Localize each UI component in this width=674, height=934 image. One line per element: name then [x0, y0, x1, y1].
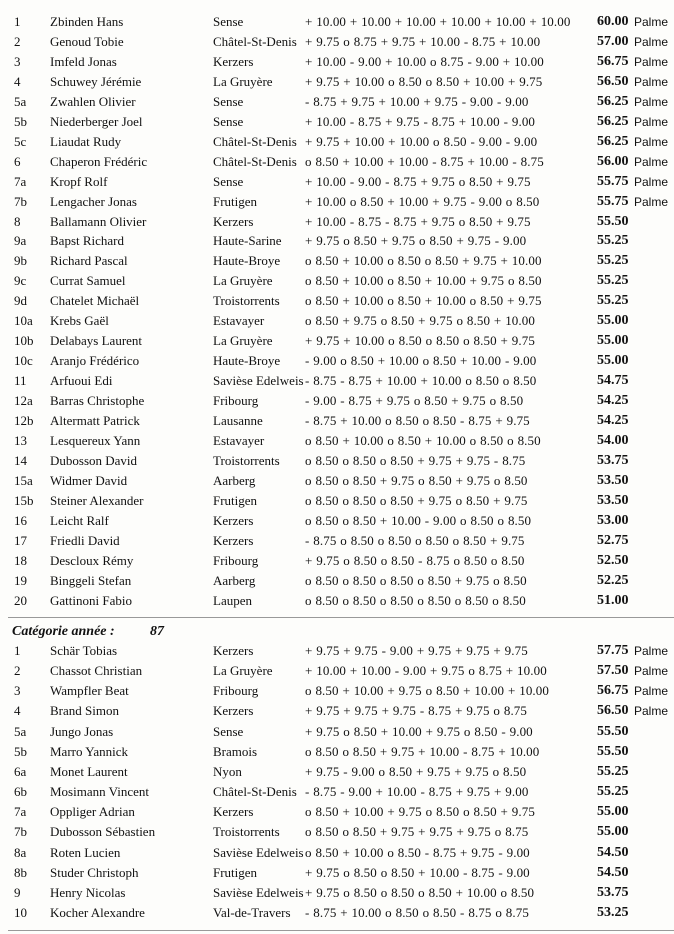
scores-cell: + 10.00 + 10.00 + 10.00 + 10.00 + 10.00 + 10.00	[305, 14, 571, 29]
club-cell: Sense	[213, 113, 244, 129]
table-row	[0, 52, 674, 72]
table-row	[0, 351, 674, 371]
rank-cell: 3	[14, 53, 21, 69]
table-row	[0, 742, 674, 762]
scores-cell: + 9.75 o 8.50 + 10.00 + 9.75 o 8.50 - 9.00	[305, 723, 533, 739]
club-cell: Sense	[213, 173, 244, 189]
name-cell: Barras Christophe	[50, 393, 145, 409]
scores-cell: + 9.75 o 8.50 o 8.50 - 8.75 o 8.50 o 8.50	[305, 552, 525, 568]
rank-cell: 7b	[14, 193, 27, 209]
scores-cell: o 8.50 o 8.50 o 8.50 o 8.50 + 9.75 o 8.50	[305, 572, 527, 588]
table-row	[0, 782, 674, 802]
scores-cell: + 9.75 + 9.75 - 9.00 + 9.75 + 9.75 + 9.75	[305, 643, 528, 658]
scores-cell: o 8.50 + 10.00 + 9.75 o 8.50 o 8.50 + 9.75	[305, 804, 535, 820]
table-row	[0, 681, 674, 701]
name-cell: Schuwey Jérémie	[50, 73, 142, 89]
table-row	[0, 172, 674, 192]
club-cell: Val-de-Travers	[213, 904, 291, 920]
scores-cell: - 8.75 - 8.75 + 10.00 + 10.00 o 8.50 o 8.50	[305, 373, 537, 389]
total-cell: 54.25	[597, 393, 629, 409]
name-cell: Liaudat Rudy	[50, 133, 122, 149]
scores-cell: o 8.50 + 10.00 o 8.50 + 10.00 o 8.50 + 9.75	[305, 293, 542, 309]
name-cell: Friedli David	[50, 532, 120, 548]
scores-cell: o 8.50 + 10.00 + 9.75 o 8.50 + 10.00 + 10.00	[305, 683, 549, 699]
table-row	[0, 511, 674, 531]
total-cell: 56.25	[597, 93, 629, 109]
rank-cell: 2	[14, 663, 21, 679]
scores-cell: o 8.50 + 10.00 o 8.50 + 10.00 o 8.50 o 8.50	[305, 432, 541, 448]
total-cell: 54.75	[597, 373, 629, 389]
category-year: 87	[150, 624, 164, 639]
rank-cell: 15a	[14, 472, 33, 488]
award-cell: Palme	[634, 74, 669, 89]
name-cell: Currat Samuel	[50, 273, 126, 289]
table-row	[0, 661, 674, 681]
name-cell: Lesquereux Yann	[50, 432, 141, 448]
club-cell: Frutigen	[213, 193, 258, 209]
rank-cell: 4	[14, 703, 21, 719]
award-cell: Palme	[634, 94, 669, 109]
scores-cell: o 8.50 + 10.00 o 8.50 - 8.75 + 9.75 - 9.00	[305, 844, 530, 860]
rank-cell: 8b	[14, 864, 27, 880]
table-row	[0, 291, 674, 311]
total-cell: 54.25	[597, 413, 629, 428]
total-cell: 57.50	[597, 663, 629, 679]
table-row	[0, 762, 674, 782]
total-cell: 53.50	[597, 472, 629, 488]
award-cell: Palme	[634, 114, 669, 129]
name-cell: Dubosson Sébastien	[50, 824, 156, 840]
table-row	[0, 802, 674, 822]
name-cell: Schär Tobias	[50, 643, 118, 658]
total-cell: 56.75	[597, 683, 629, 699]
club-cell: Châtel-St-Denis	[213, 133, 297, 149]
name-cell: Monet Laurent	[50, 763, 128, 779]
scores-cell: - 8.75 + 9.75 + 10.00 + 9.75 - 9.00 - 9.00	[305, 93, 529, 109]
rank-cell: 5c	[14, 133, 27, 149]
scores-cell: - 9.00 o 8.50 + 10.00 o 8.50 + 10.00 - 9.00	[305, 353, 537, 369]
name-cell: Mosimann Vincent	[50, 784, 149, 800]
rank-cell: 9a	[14, 233, 27, 249]
total-cell: 56.50	[597, 73, 629, 89]
rank-cell: 13	[14, 432, 27, 448]
total-cell: 55.25	[597, 253, 629, 269]
table-row	[0, 72, 674, 92]
scores-cell: + 9.75 o 8.75 + 9.75 + 10.00 - 8.75 + 10.00	[305, 33, 541, 49]
table-row	[0, 531, 674, 551]
club-cell: Kerzers	[213, 643, 254, 658]
total-cell: 56.25	[597, 113, 629, 129]
table-row	[0, 152, 674, 172]
rank-cell: 20	[14, 592, 27, 608]
name-cell: Krebs Gaël	[50, 313, 109, 329]
scores-cell: o 8.50 + 10.00 o 8.50 + 10.00 + 9.75 o 8.50	[305, 273, 542, 289]
table-row	[0, 92, 674, 112]
award-cell: Palme	[634, 704, 669, 719]
club-cell: Fribourg	[213, 393, 259, 409]
rank-cell: 15b	[14, 492, 34, 508]
total-cell: 56.50	[597, 703, 629, 719]
name-cell: Marro Yannick	[50, 743, 128, 759]
club-cell: Bramois	[213, 743, 258, 759]
total-cell: 55.25	[597, 273, 629, 289]
table-row	[0, 843, 674, 863]
award-cell: Palme	[634, 664, 669, 679]
rank-cell: 12a	[14, 393, 33, 409]
name-cell: Roten Lucien	[50, 844, 121, 860]
total-cell: 53.25	[597, 904, 629, 920]
scores-cell: + 10.00 - 9.00 - 8.75 + 9.75 o 8.50 + 9.75	[305, 173, 531, 189]
club-cell: Haute-Broye	[213, 353, 281, 369]
total-cell: 54.50	[597, 844, 629, 860]
rank-cell: 1	[14, 643, 21, 658]
name-cell: Arfuoui Edi	[50, 373, 113, 389]
rank-cell: 2	[14, 33, 21, 49]
table-row	[0, 112, 674, 132]
scores-cell: o 8.50 o 8.50 + 10.00 - 9.00 o 8.50 o 8.50	[305, 512, 532, 528]
club-cell: Aarberg	[213, 572, 256, 588]
scores-cell: o 8.50 o 8.50 + 9.75 + 10.00 - 8.75 + 10.00	[305, 743, 540, 759]
name-cell: Lengacher Jonas	[50, 193, 137, 209]
name-cell: Henry Nicolas	[50, 884, 126, 900]
table-row	[0, 12, 674, 32]
name-cell: Dubosson David	[50, 452, 138, 468]
section-divider	[8, 617, 674, 618]
scores-cell: + 9.75 o 8.50 + 9.75 o 8.50 + 9.75 - 9.00	[305, 233, 527, 249]
total-cell: 56.25	[597, 133, 629, 149]
scores-cell: + 9.75 + 10.00 o 8.50 o 8.50 o 8.50 + 9.75	[305, 333, 535, 349]
rank-cell: 14	[14, 452, 27, 468]
name-cell: Descloux Rémy	[50, 552, 134, 568]
total-cell: 55.75	[597, 173, 629, 189]
name-cell: Niederberger Joel	[50, 113, 143, 129]
total-cell: 55.75	[597, 193, 629, 209]
award-cell: Palme	[634, 194, 669, 209]
club-cell: Savièse Edelweis	[213, 844, 304, 860]
scores-cell: - 8.75 + 10.00 o 8.50 o 8.50 - 8.75 o 8.75	[305, 904, 529, 920]
total-cell: 55.50	[597, 723, 629, 739]
award-cell: Palme	[634, 684, 669, 699]
table-row	[0, 471, 674, 491]
scores-cell: + 10.00 + 10.00 - 9.00 + 9.75 o 8.75 + 10.00	[305, 663, 547, 679]
club-cell: La Gruyère	[213, 663, 273, 679]
name-cell: Genoud Tobie	[50, 33, 124, 49]
name-cell: Gattinoni Fabio	[50, 592, 132, 608]
total-cell: 55.00	[597, 804, 629, 820]
club-cell: Troistorrents	[213, 452, 280, 468]
club-cell: Frutigen	[213, 864, 258, 880]
rank-cell: 18	[14, 552, 27, 568]
bottom-divider	[8, 930, 674, 931]
table-row	[0, 551, 674, 571]
table-row	[0, 32, 674, 52]
rank-cell: 5b	[14, 113, 27, 129]
club-cell: Frutigen	[213, 492, 258, 508]
total-cell: 55.00	[597, 353, 629, 369]
table-row	[0, 411, 674, 431]
scores-cell: - 8.75 + 10.00 o 8.50 o 8.50 - 8.75 + 9.75	[305, 413, 530, 428]
total-cell: 54.00	[597, 432, 629, 448]
total-cell: 55.00	[597, 333, 629, 349]
scores-cell: - 8.75 o 8.50 o 8.50 o 8.50 o 8.50 + 9.75	[305, 532, 525, 548]
total-cell: 55.50	[597, 213, 629, 229]
table-row	[0, 883, 674, 903]
table-row	[0, 231, 674, 251]
scores-cell: - 9.00 - 8.75 + 9.75 o 8.50 + 9.75 o 8.50	[305, 393, 524, 409]
name-cell: Altermatt Patrick	[50, 413, 140, 428]
club-cell: Aarberg	[213, 472, 256, 488]
total-cell: 57.75	[597, 643, 629, 658]
club-cell: Savièse Edelweis	[213, 373, 304, 389]
club-cell: Châtel-St-Denis	[213, 784, 297, 800]
category-heading	[12, 621, 164, 643]
club-cell: La Gruyère	[213, 333, 273, 349]
club-cell: Laupen	[213, 592, 252, 608]
rank-cell: 10a	[14, 313, 33, 329]
table-row	[0, 863, 674, 883]
rank-cell: 6	[14, 153, 21, 169]
total-cell: 53.75	[597, 452, 629, 468]
scores-cell: + 10.00 o 8.50 + 10.00 + 9.75 - 9.00 o 8.50	[305, 193, 540, 209]
rank-cell: 10	[14, 904, 27, 920]
rank-cell: 7a	[14, 173, 27, 189]
club-cell: Haute-Sarine	[213, 233, 282, 249]
rank-cell: 3	[14, 683, 21, 699]
total-cell: 52.75	[597, 532, 629, 548]
scores-cell: + 10.00 - 8.75 + 9.75 - 8.75 + 10.00 - 9.00	[305, 113, 536, 129]
scores-cell: o 8.50 o 8.50 o 8.50 o 8.50 o 8.50 o 8.50	[305, 592, 526, 608]
rank-cell: 8a	[14, 844, 27, 860]
total-cell: 53.75	[597, 884, 629, 900]
table-row	[0, 701, 674, 721]
award-cell: Palme	[634, 134, 669, 149]
total-cell: 54.50	[597, 864, 629, 880]
club-cell: Haute-Broye	[213, 253, 281, 269]
club-cell: Fribourg	[213, 683, 259, 699]
rank-cell: 17	[14, 532, 27, 548]
total-cell: 55.25	[597, 763, 629, 779]
total-cell: 55.25	[597, 293, 629, 309]
table-row	[0, 641, 674, 661]
rank-cell: 5a	[14, 93, 27, 109]
club-cell: Sense	[213, 723, 244, 739]
rank-cell: 9d	[14, 293, 27, 309]
scores-cell: o 8.50 + 9.75 o 8.50 + 9.75 o 8.50 + 10.00	[305, 313, 535, 329]
name-cell: Brand Simon	[50, 703, 119, 719]
rank-cell: 10c	[14, 353, 33, 369]
name-cell: Chassot Christian	[50, 663, 143, 679]
rank-cell: 6b	[14, 784, 27, 800]
club-cell: Fribourg	[213, 552, 259, 568]
name-cell: Chatelet Michaël	[50, 293, 140, 309]
award-cell: Palme	[634, 54, 669, 69]
scores-cell: + 9.75 + 10.00 o 8.50 o 8.50 + 10.00 + 9.75	[305, 73, 543, 89]
name-cell: Wampfler Beat	[50, 683, 129, 699]
name-cell: Kropf Rolf	[50, 173, 108, 189]
total-cell: 55.00	[597, 313, 629, 329]
table-row	[0, 331, 674, 351]
club-cell: Nyon	[213, 763, 242, 779]
scores-cell: o 8.50 o 8.50 o 8.50 + 9.75 o 8.50 + 9.75	[305, 492, 528, 508]
name-cell: Ballamann Olivier	[50, 213, 147, 229]
scores-cell: + 9.75 o 8.50 o 8.50 + 10.00 - 8.75 - 9.00	[305, 864, 530, 880]
name-cell: Steiner Alexander	[50, 492, 144, 508]
table-row	[0, 571, 674, 591]
total-cell: 57.00	[597, 33, 629, 49]
name-cell: Aranjo Frédérico	[50, 353, 140, 369]
total-cell: 55.00	[597, 824, 629, 840]
table-row	[0, 822, 674, 842]
name-cell: Widmer David	[50, 472, 128, 488]
award-cell: Palme	[634, 174, 669, 189]
club-cell: Estavayer	[213, 432, 265, 448]
rank-cell: 6a	[14, 763, 27, 779]
award-cell: Palme	[634, 15, 669, 29]
name-cell: Delabays Laurent	[50, 333, 143, 349]
scores-cell: o 8.50 o 8.50 + 9.75 + 9.75 + 9.75 o 8.75	[305, 824, 529, 840]
rank-cell: 4	[14, 73, 21, 89]
name-cell: Kocher Alexandre	[50, 904, 145, 920]
total-cell: 53.50	[597, 492, 629, 508]
scores-cell: o 8.50 o 8.50 + 9.75 o 8.50 + 9.75 o 8.50	[305, 472, 528, 488]
table-row	[0, 192, 674, 212]
club-cell: Kerzers	[213, 53, 254, 69]
name-cell: Chaperon Frédéric	[50, 153, 148, 169]
scores-cell: + 10.00 - 8.75 - 8.75 + 9.75 o 8.50 + 9.75	[305, 213, 531, 229]
club-cell: Estavayer	[213, 313, 265, 329]
table-row	[0, 451, 674, 471]
name-cell: Imfeld Jonas	[50, 53, 117, 69]
table-row	[0, 903, 674, 923]
scores-cell: + 9.75 - 9.00 o 8.50 + 9.75 + 9.75 o 8.50	[305, 763, 527, 779]
club-cell: Savièse Edelweis	[213, 884, 304, 900]
club-cell: La Gruyère	[213, 273, 273, 289]
total-cell: 52.25	[597, 572, 629, 588]
club-cell: Lausanne	[213, 413, 263, 428]
rank-cell: 7b	[14, 824, 27, 840]
award-cell: Palme	[634, 154, 669, 169]
club-cell: Kerzers	[213, 213, 254, 229]
name-cell: Studer Christoph	[50, 864, 139, 880]
club-cell: Châtel-St-Denis	[213, 33, 297, 49]
scores-cell: o 8.50 + 10.00 + 10.00 - 8.75 + 10.00 - 8.75	[305, 153, 544, 169]
name-cell: Jungo Jonas	[50, 723, 114, 739]
scores-cell: o 8.50 + 10.00 o 8.50 o 8.50 + 9.75 + 10.00	[305, 253, 542, 269]
scores-cell: - 8.75 - 9.00 + 10.00 - 8.75 + 9.75 + 9.00	[305, 784, 529, 800]
club-cell: Sense	[213, 93, 244, 109]
total-cell: 60.00	[597, 14, 629, 29]
rank-cell: 7a	[14, 804, 27, 820]
table-row	[0, 271, 674, 291]
club-cell: La Gruyère	[213, 73, 273, 89]
table-row	[0, 391, 674, 411]
rank-cell: 5b	[14, 743, 27, 759]
table-row	[0, 212, 674, 232]
award-cell: Palme	[634, 34, 669, 49]
club-cell: Troistorrents	[213, 293, 280, 309]
total-cell: 56.00	[597, 153, 629, 169]
total-cell: 55.50	[597, 743, 629, 759]
rank-cell: 9	[14, 884, 21, 900]
rank-cell: 19	[14, 572, 27, 588]
name-cell: Binggeli Stefan	[50, 572, 132, 588]
table-row	[0, 431, 674, 451]
rank-cell: 10b	[14, 333, 34, 349]
rank-cell: 16	[14, 512, 27, 528]
name-cell: Zwahlen Olivier	[50, 93, 136, 109]
table-row	[0, 591, 674, 611]
name-cell: Bapst Richard	[50, 233, 125, 249]
total-cell: 51.00	[597, 592, 629, 608]
rank-cell: 11	[14, 373, 27, 389]
name-cell: Zbinden Hans	[50, 14, 124, 29]
club-cell: Kerzers	[213, 532, 254, 548]
category-label: Catégorie année :	[12, 624, 115, 639]
total-cell: 55.25	[597, 784, 629, 800]
name-cell: Oppliger Adrian	[50, 804, 135, 820]
name-cell: Richard Pascal	[50, 253, 128, 269]
club-cell: Troistorrents	[213, 824, 280, 840]
table-row	[0, 311, 674, 331]
table-row	[0, 251, 674, 271]
scores-cell: + 10.00 - 9.00 + 10.00 o 8.75 - 9.00 + 10.00	[305, 53, 544, 69]
total-cell: 53.00	[597, 512, 629, 528]
table-row	[0, 132, 674, 152]
club-cell: Châtel-St-Denis	[213, 153, 297, 169]
total-cell: 52.50	[597, 552, 629, 568]
rank-cell: 5a	[14, 723, 27, 739]
club-cell: Kerzers	[213, 512, 254, 528]
rank-cell: 9c	[14, 273, 27, 289]
total-cell: 55.25	[597, 233, 629, 249]
rank-cell: 12b	[14, 413, 34, 428]
award-cell: Palme	[634, 644, 669, 658]
club-cell: Kerzers	[213, 703, 254, 719]
name-cell: Leicht Ralf	[50, 512, 109, 528]
scores-cell: + 9.75 + 9.75 + 9.75 - 8.75 + 9.75 o 8.75	[305, 703, 528, 719]
scores-cell: o 8.50 o 8.50 o 8.50 + 9.75 + 9.75 - 8.75	[305, 452, 526, 468]
rank-cell: 9b	[14, 253, 27, 269]
table-row	[0, 491, 674, 511]
scores-cell: + 9.75 o 8.50 o 8.50 o 8.50 + 10.00 o 8.50	[305, 884, 535, 900]
table-row	[0, 371, 674, 391]
club-cell: Sense	[213, 14, 244, 29]
club-cell: Kerzers	[213, 804, 254, 820]
scores-cell: + 9.75 + 10.00 + 10.00 o 8.50 - 9.00 - 9.00	[305, 133, 538, 149]
rank-cell: 1	[14, 14, 21, 29]
table-row	[0, 722, 674, 742]
rank-cell: 8	[14, 213, 21, 229]
total-cell: 56.75	[597, 53, 629, 69]
